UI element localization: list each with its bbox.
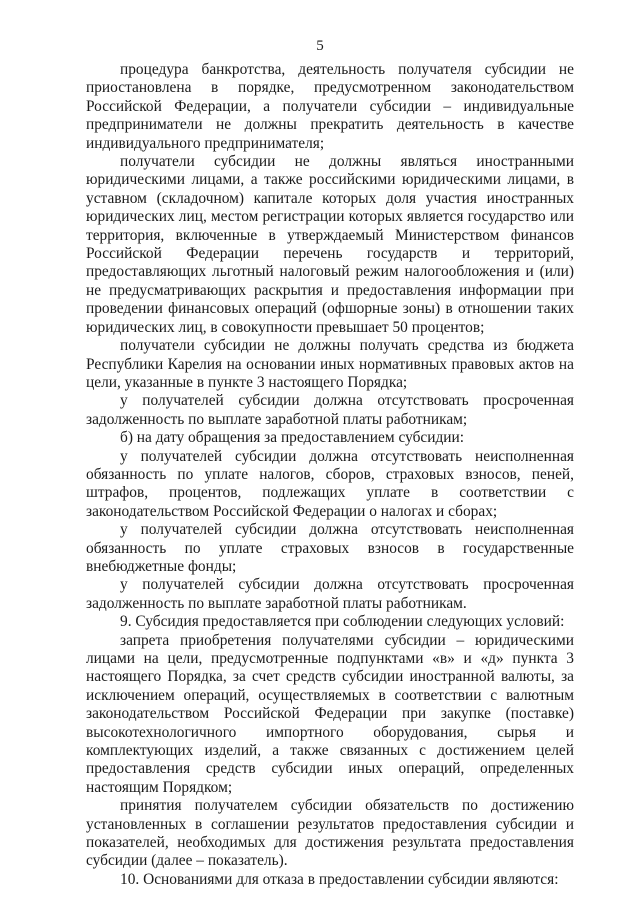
paragraph: получатели субсидии не должны получать средства из бюджета Республики Карелия на основании иных нормативных правовых актов на цели, указанные в пункте 3 настоящего Порядка; [86,337,574,391]
paragraph: 10. Основаниями для отказа в предоставлении субсидии являются: [120,870,559,888]
page-number: 5 [316,38,324,54]
document-body [86,61,574,889]
paragraph: у получателей субсидии должна отсутствовать неисполненная обязанность по уплате страховых взносов в государственные внебюджетные фонды; [86,521,574,575]
paragraph: у получателей субсидии должна отсутствовать неисполненная обязанность по уплате налогов, сборов, страховых взносов, пеней, штрафов, процентов, подлежащих уплате в соответствии с законодательством Российской Федерации о налогах и сборах; [86,447,574,520]
paragraph: получатели субсидии не должны являться иностранными юридическими лицами, а также российскими юридическими лицами, в уставном (складочном) капитале которых доля участия иностранных юридических лиц, местом регистрации которых является государство или территория, включенные в утверждаемый Министерством финансов Российской Федерации перечень государств и территорий, предоставляющих льготный налоговый режим налогообложения и (или) не предусматривающих раскрытия и предоставления информации при проведении финансовых операций (офшорные зоны) в отношении таких юридических лиц, в совокупности превышает 50 процентов; [86,153,574,336]
paragraph: у получателей субсидии должна отсутствовать просроченная задолженность по выплате заработной платы работникам. [86,576,574,612]
paragraph: принятия получателем субсидии обязательств по достижению установленных в соглашении результатов предоставления субсидии и показателей, необходимых для достижения результата предоставления субсидии (далее – показатель). [86,797,574,870]
paragraph: запрета приобретения получателями субсидии – юридическими лицами на цели, предусмотренные подпунктами «в» и «д» пункта 3 настоящего Порядка, за счет средств субсидии иностранной валюты, за исключением операций, осуществляемых в соответствии с валютным законодательством Российской Федерации при закупке (поставке) высокотехнологичного импортного оборудования, сырья и комплектующих изделий, а также связанных с достижением целей предоставления средств субсидии иных операций, определенных настоящим Порядком; [86,631,574,796]
paragraph: у получателей субсидии должна отсутствовать просроченная задолженность по выплате заработной платы работникам; [86,392,574,428]
paragraph: б) на дату обращения за предоставлением субсидии: [120,429,465,447]
paragraph: 9. Субсидия предоставляется при соблюдении следующих условий: [120,613,565,631]
paragraph: процедура банкротства, деятельность получателя субсидии не приостановлена в порядке, предусмотренном законодательством Российской Федерации, а получатели субсидии – индивидуальные предприниматели не должны прекратить деятельность в качестве индивидуального предпринимателя; [86,61,574,152]
